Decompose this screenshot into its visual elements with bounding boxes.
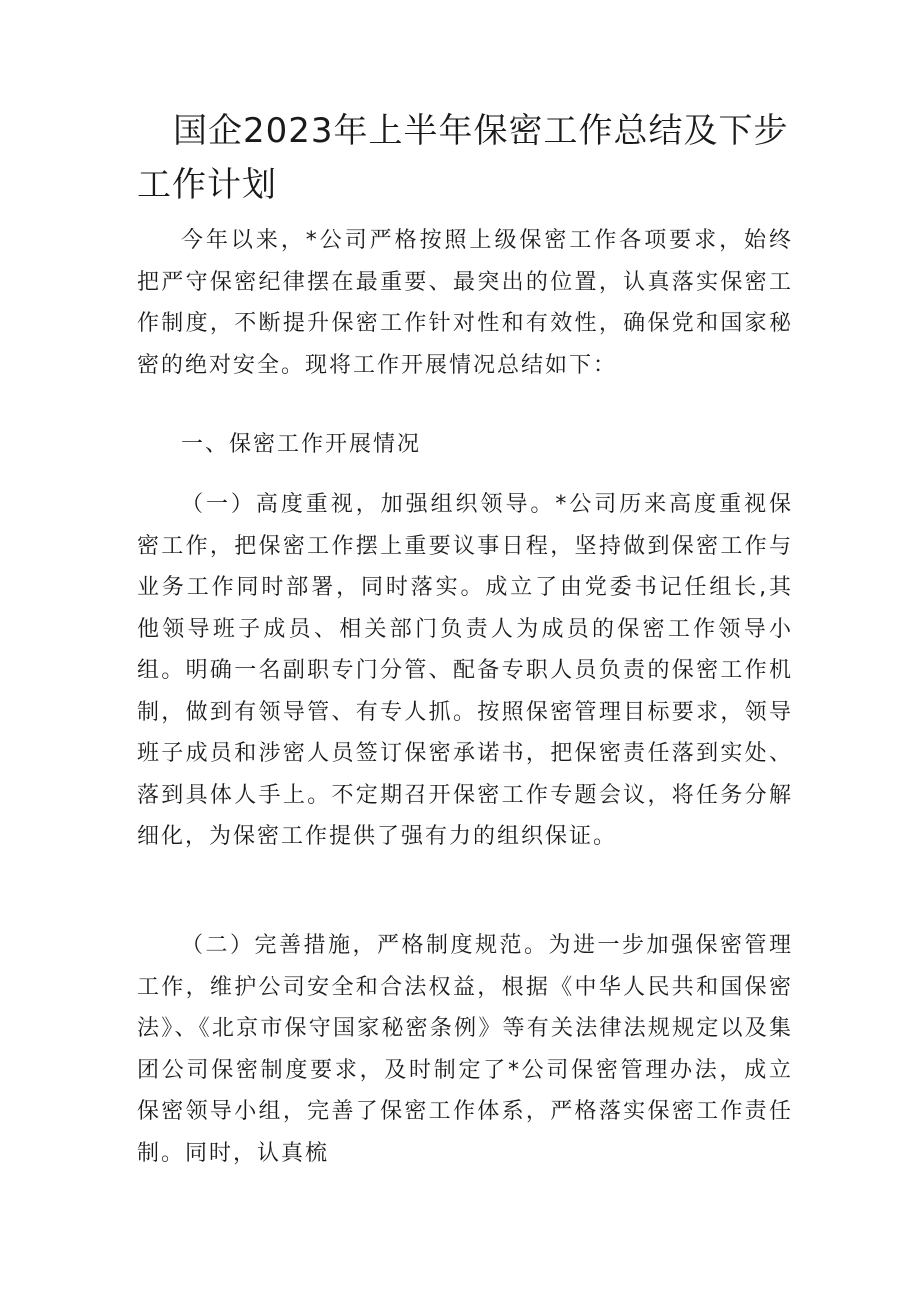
paragraph-organization: （一）高度重视，加强组织领导。*公司历来高度重视保密工作，把保密工作摆上重要议事日程，坚持做到保密工作与业务工作同时部署，同时落实。成立了由党委书记任组长,其他领导班子成员、相关部门负责人为成员的保密工作领导小组。明确一名副职专门分管、配备专职人员负责的保密工作机制，做到有领导管、有专人抓。按照保密管理目标要求，领导班子成员和涉密人员签订保密承诺书，把保密责任落到实处、落到具体人手上。不定期召开保密工作专题会议，将任务分解细化，为保密工作提供了强有力的组织保证。 [137, 492, 793, 849]
section-heading: 一、保密工作开展情况 [181, 432, 422, 457]
paragraph-measures: （二）完善措施，严格制度规范。为进一步加强保密管理工作，维护公司安全和合法权益，根据《中华人民共和国保密法》、《北京市保守国家秘密条例》等有关法律法规规定以及集团公司保密制度要求，及时制定了*公司保密管理办法，成立保密领导小组，完善了保密工作体系，严格落实保密工作责任制。同时，认真梳 [137, 933, 793, 1166]
document-title: 国企2023年上半年保密工作总结及下步工作计划 [137, 111, 789, 205]
intro-paragraph: 今年以来，*公司严格按照上级保密工作各项要求，始终把严守保密纪律摆在最重要、最突出的位置，认真落实保密工作制度，不断提升保密工作针对性和有效性，确保党和国家秘密的绝对安全。现将工作开展情况总结如下： [137, 228, 793, 378]
